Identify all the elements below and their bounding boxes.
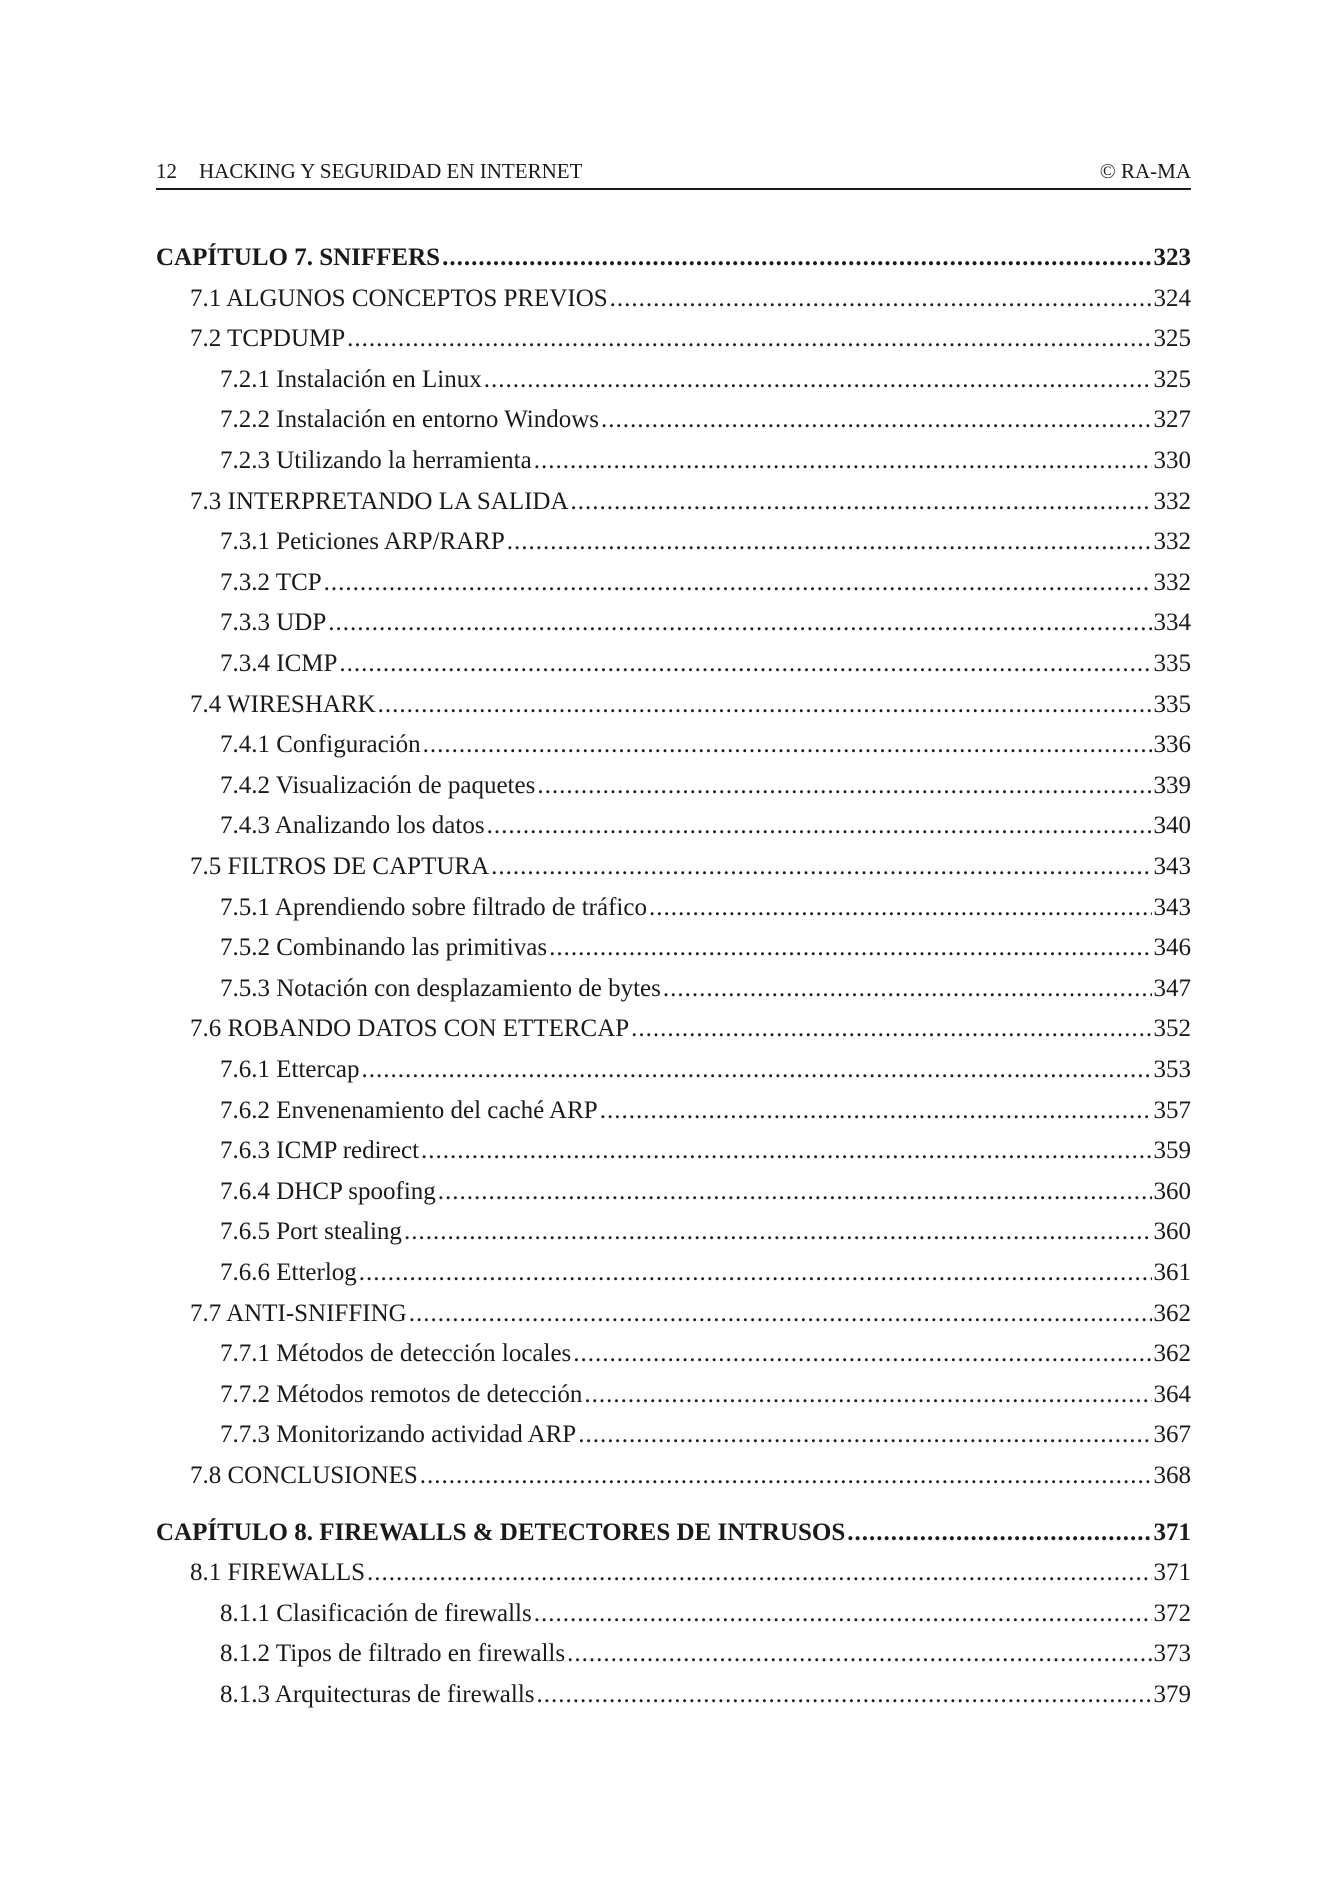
toc-subsection-entry[interactable] [156, 522, 1191, 562]
toc-subsection-entry[interactable] [156, 1375, 1191, 1415]
toc-section-entry[interactable] [156, 847, 1191, 887]
dot-leader [359, 1253, 1152, 1293]
toc-entry-title: CAPÍTULO 7. SNIFFERS [156, 244, 441, 271]
dot-leader [423, 725, 1152, 765]
toc-entry-title: 7.4.3 Analizando los datos [220, 812, 485, 839]
toc-entry-page: 325 [1153, 366, 1191, 393]
toc-subsection-entry[interactable] [156, 360, 1191, 400]
toc-entry-page: 347 [1153, 975, 1191, 1002]
toc-entry-page: 334 [1153, 609, 1191, 636]
book-title: HACKING Y SEGURIDAD EN INTERNET [199, 159, 583, 183]
dot-leader [367, 1553, 1152, 1593]
toc-entry-page: 324 [1153, 285, 1191, 312]
toc-entry-title: 7.6.3 ICMP redirect [220, 1137, 420, 1164]
toc-entry-page: 373 [1153, 1640, 1191, 1667]
dot-leader [567, 1634, 1151, 1674]
dot-leader [507, 522, 1152, 562]
toc-entry-page: 332 [1153, 528, 1191, 555]
toc-subsection-entry[interactable] [156, 1334, 1191, 1374]
toc-subsection-entry[interactable] [156, 766, 1191, 806]
toc-entry-page: 343 [1153, 894, 1191, 921]
dot-leader [631, 1009, 1151, 1049]
toc-entry-title: 7.8 CONCLUSIONES [190, 1462, 418, 1489]
dot-leader [534, 441, 1152, 481]
running-header [156, 160, 1191, 190]
toc-entry-title: 7.3.3 UDP [220, 609, 327, 636]
toc-entry-title: 8.1 FIREWALLS [190, 1559, 365, 1586]
dot-leader [610, 279, 1152, 319]
toc-entry-page: 330 [1153, 447, 1191, 474]
toc-subsection-entry[interactable] [156, 1131, 1191, 1171]
toc-entry-title: 7.6.1 Ettercap [220, 1056, 360, 1083]
dot-leader [663, 969, 1152, 1009]
dot-leader [362, 1050, 1152, 1090]
dot-leader [491, 847, 1151, 887]
toc-entry-page: 362 [1153, 1340, 1191, 1367]
dot-leader [578, 1415, 1151, 1455]
toc-subsection-entry[interactable] [156, 1253, 1191, 1293]
toc-entry-page: 360 [1153, 1178, 1191, 1205]
toc-entry-page: 379 [1153, 1681, 1191, 1708]
toc-entry-title: 7.6.6 Etterlog [220, 1259, 357, 1286]
toc-subsection-entry[interactable] [156, 1675, 1191, 1715]
toc-entry-title: 7.2.1 Instalación en Linux [220, 366, 482, 393]
toc-entry-page: 346 [1153, 934, 1191, 961]
toc-entry-title: 7.2 TCPDUMP [190, 325, 346, 352]
toc-subsection-entry[interactable] [156, 1415, 1191, 1455]
toc-section-entry[interactable] [156, 279, 1191, 319]
toc-subsection-entry[interactable] [156, 1594, 1191, 1634]
dot-leader [537, 1675, 1152, 1715]
toc-entry-title: 7.6.4 DHCP spoofing [220, 1178, 436, 1205]
dot-leader [409, 1294, 1152, 1334]
toc-entry-title: 7.7 ANTI-SNIFFING [190, 1300, 407, 1327]
dot-leader [537, 766, 1151, 806]
toc-entry-title: 7.4.1 Configuración [220, 731, 421, 758]
header-left [156, 160, 582, 182]
dot-leader [438, 1172, 1152, 1212]
dot-leader [549, 928, 1151, 968]
toc-entry-title: 7.4 WIRESHARK [190, 691, 376, 718]
dot-leader [649, 888, 1152, 928]
toc-subsection-entry[interactable] [156, 644, 1191, 684]
toc-entry-title: CAPÍTULO 8. FIREWALLS & DETECTORES DE INTRUSOS [156, 1519, 846, 1546]
toc-entry-title: 7.2.2 Instalación en entorno Windows [220, 406, 600, 433]
toc-entry-page: 343 [1153, 853, 1191, 880]
toc-entry-page: 371 [1153, 1559, 1191, 1586]
toc-subsection-entry[interactable] [156, 400, 1191, 440]
toc-entry-title: 7.5.1 Aprendiendo sobre filtrado de tráfico [220, 894, 647, 921]
dot-leader [347, 319, 1151, 359]
toc-chapter-entry[interactable] [156, 1513, 1191, 1553]
toc-entry-title: 7.5 FILTROS DE CAPTURA [190, 853, 490, 880]
toc-entry-page: 367 [1153, 1421, 1191, 1448]
toc-entry-page: 335 [1153, 650, 1191, 677]
dot-leader [584, 1375, 1151, 1415]
toc-section-entry[interactable] [156, 1294, 1191, 1334]
dot-leader [601, 400, 1151, 440]
toc-subsection-entry[interactable] [156, 725, 1191, 765]
toc-entry-page: 325 [1153, 325, 1191, 352]
toc-entry-title: 7.2.3 Utilizando la herramienta [220, 447, 532, 474]
toc-entry-page: 372 [1153, 1600, 1191, 1627]
dot-leader [484, 360, 1152, 400]
toc-entry-page: 364 [1153, 1381, 1191, 1408]
toc-entry-title: 8.1.3 Arquitecturas de firewalls [220, 1681, 535, 1708]
dot-leader [534, 1594, 1152, 1634]
toc-subsection-entry[interactable] [156, 928, 1191, 968]
dot-leader [442, 238, 1151, 278]
toc-entry-title: 7.5.3 Notación con desplazamiento de bytes [220, 975, 661, 1002]
dot-leader [847, 1513, 1151, 1553]
toc-section-entry[interactable] [156, 1456, 1191, 1496]
toc-subsection-entry[interactable] [156, 969, 1191, 1009]
toc-section-entry[interactable] [156, 1553, 1191, 1593]
toc-entry-title: 7.6.5 Port stealing [220, 1218, 402, 1245]
dot-leader [404, 1212, 1152, 1252]
toc-entry-page: 368 [1153, 1462, 1191, 1489]
toc-entry-page: 353 [1153, 1056, 1191, 1083]
toc-subsection-entry[interactable] [156, 888, 1191, 928]
toc-entry-title: 8.1.2 Tipos de filtrado en firewalls [220, 1640, 566, 1667]
dot-leader [378, 685, 1152, 725]
toc-entry-title: 7.1 ALGUNOS CONCEPTOS PREVIOS [190, 285, 608, 312]
toc-section-entry[interactable] [156, 319, 1191, 359]
dot-leader [328, 603, 1151, 643]
toc-entry-page: 336 [1153, 731, 1191, 758]
toc-subsection-entry[interactable] [156, 1091, 1191, 1131]
toc-entry-page: 335 [1153, 691, 1191, 718]
publisher-mark: © RA-MA [1099, 159, 1191, 183]
toc-entry-title: 7.3.2 TCP [220, 569, 322, 596]
toc-entry-page: 352 [1153, 1015, 1191, 1042]
toc-section-entry[interactable] [156, 482, 1191, 522]
toc-entry-page: 327 [1153, 406, 1191, 433]
toc-entry-page: 323 [1153, 244, 1191, 271]
toc-subsection-entry[interactable] [156, 1172, 1191, 1212]
dot-leader [573, 1334, 1151, 1374]
toc-entry-title: 7.3.1 Peticiones ARP/RARP [220, 528, 505, 555]
dot-leader [487, 806, 1152, 846]
toc-subsection-entry[interactable] [156, 563, 1191, 603]
toc-entry-title: 8.1.1 Clasificación de firewalls [220, 1600, 532, 1627]
toc-section-entry[interactable] [156, 1009, 1191, 1049]
toc-subsection-entry[interactable] [156, 441, 1191, 481]
toc-entry-page: 357 [1153, 1097, 1191, 1124]
toc-subsection-entry[interactable] [156, 1634, 1191, 1674]
toc-entry-title: 7.7.2 Métodos remotos de detección [220, 1381, 583, 1408]
toc-subsection-entry[interactable] [156, 603, 1191, 643]
toc-entry-page: 371 [1153, 1519, 1191, 1546]
toc-entry-page: 361 [1153, 1259, 1191, 1286]
toc-subsection-entry[interactable] [156, 1050, 1191, 1090]
toc-entry-title: 7.7.3 Monitorizando actividad ARP [220, 1421, 577, 1448]
toc-subsection-entry[interactable] [156, 1212, 1191, 1252]
toc-entry-page: 360 [1153, 1218, 1191, 1245]
toc-section-entry[interactable] [156, 685, 1191, 725]
toc-entry-title: 7.5.2 Combinando las primitivas [220, 934, 548, 961]
toc-chapter-entry[interactable] [156, 238, 1191, 278]
page-number: 12 [156, 159, 177, 183]
toc-entry-title: 7.7.1 Métodos de detección locales [220, 1340, 572, 1367]
toc-entry-page: 339 [1153, 772, 1191, 799]
toc-entry-title: 7.3 INTERPRETANDO LA SALIDA [190, 488, 569, 515]
dot-leader [600, 1091, 1152, 1131]
toc-entry-page: 340 [1153, 812, 1191, 839]
dot-leader [324, 563, 1152, 603]
toc-entry-page: 332 [1153, 488, 1191, 515]
dot-leader [339, 644, 1151, 684]
dot-leader [421, 1131, 1151, 1171]
toc-entry-title: 7.6 ROBANDO DATOS CON ETTERCAP [190, 1015, 630, 1042]
toc-entry-page: 359 [1153, 1137, 1191, 1164]
toc-entry-page: 362 [1153, 1300, 1191, 1327]
toc-entry-title: 7.6.2 Envenenamiento del caché ARP [220, 1097, 598, 1124]
toc-entry-title: 7.3.4 ICMP [220, 650, 338, 677]
dot-leader [420, 1456, 1152, 1496]
toc-entry-page: 332 [1153, 569, 1191, 596]
toc-entry-title: 7.4.2 Visualización de paquetes [220, 772, 536, 799]
dot-leader [571, 482, 1152, 522]
toc-subsection-entry[interactable] [156, 806, 1191, 846]
